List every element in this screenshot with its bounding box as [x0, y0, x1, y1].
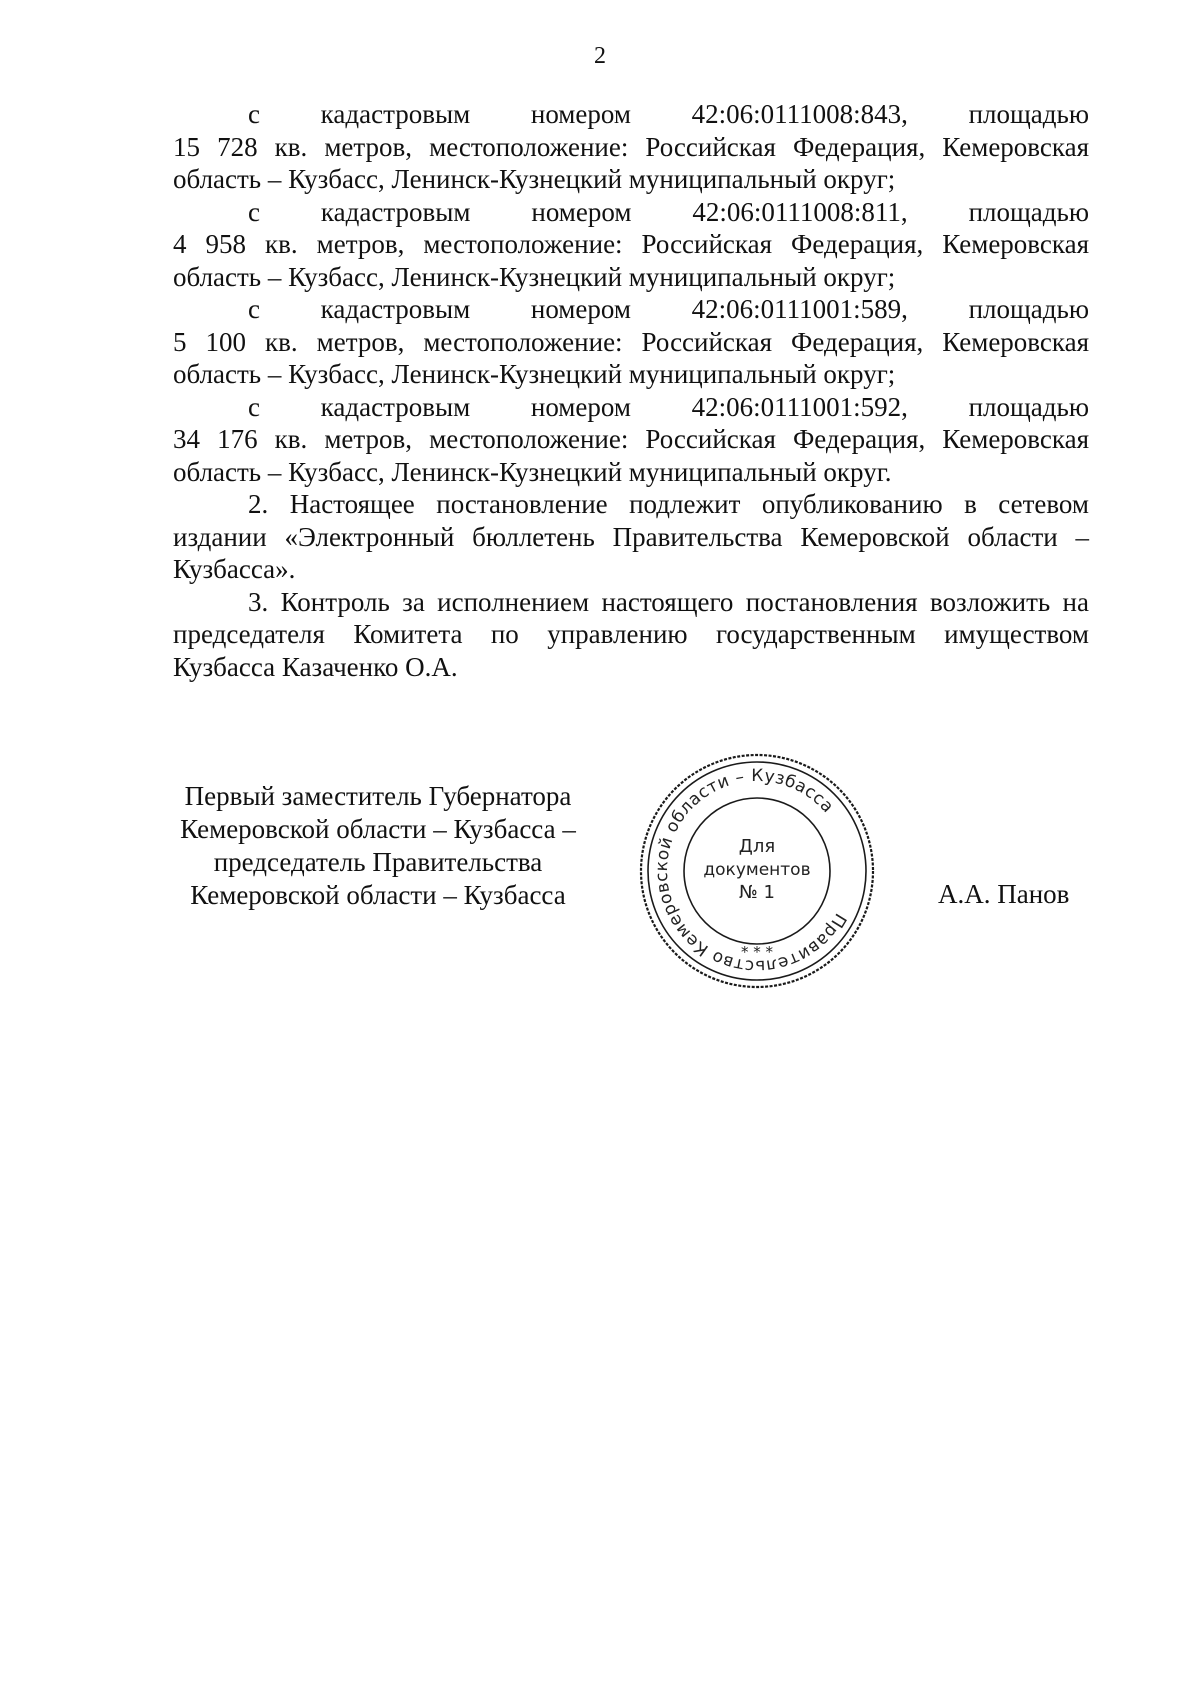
document-body — [173, 98, 1089, 683]
clause-control: 3. Контроль за исполнением настоящего постановления возложить на председателя Комитета по управлению государственным имуществом Кузбасса Казаченко О.А. — [173, 586, 1089, 682]
official-seal — [638, 752, 876, 990]
page-number: 2 — [594, 43, 606, 69]
signer-title-line: Кемеровской области – Кузбасса — [190, 880, 566, 910]
cadastral-item-details: 4 958 кв. метров, местоположение: Российская Федерация, Кемеровская область – Кузбасс, Ленинск-Кузнецкий муниципальный округ; — [173, 229, 1089, 292]
signer-title-line: Первый заместитель Губернатора — [184, 781, 572, 811]
cadastral-item-details: 15 728 кв. метров, местоположение: Российская Федерация, Кемеровская область – Кузбасс, Ленинск-Кузнецкий муниципальный округ; — [173, 131, 1089, 194]
seal-center-line: Для — [738, 836, 776, 857]
signer-title-line: Кемеровской области – Кузбасса – — [180, 814, 576, 844]
cadastral-item-lead: с кадастровым номером 42:06:0111001:592, площадью — [248, 391, 1089, 422]
cadastral-item-4 — [173, 391, 1089, 489]
seal-center-line: документов — [703, 860, 811, 880]
cadastral-item-2 — [173, 196, 1089, 294]
cadastral-item-lead: с кадастровым номером 42:06:0111001:589, площадью — [248, 294, 1089, 324]
clause-publication: 2. Настоящее постановление подлежит опубликованию в сетевом издании «Электронный бюллетень Правительства Кемеровской области – Кузбасса». — [173, 489, 1089, 584]
signer-title — [150, 780, 606, 912]
seal-stars: * * * — [740, 943, 774, 961]
seal-graphic — [638, 752, 876, 990]
cadastral-item-1 — [173, 98, 1089, 196]
signer-title-line: председатель Правительства — [213, 847, 543, 877]
cadastral-item-lead: с кадастровым номером 42:06:0111008:843, площадью — [248, 99, 1089, 129]
cadastral-item-details: 34 176 кв. метров, местоположение: Российская Федерация, Кемеровская область – Кузбасс, Ленинск-Кузнецкий муниципальный округ. — [173, 424, 1089, 487]
seal-ring-text: Правительство Кемеровской области – Кузбасса — [651, 765, 851, 977]
cadastral-item-lead: с кадастровым номером 42:06:0111008:811, площадью — [248, 196, 1089, 227]
seal-center-line: № 1 — [739, 882, 775, 903]
cadastral-item-3 — [173, 293, 1089, 391]
cadastral-item-details: 5 100 кв. метров, местоположение: Российская Федерация, Кемеровская область – Кузбасс, Ленинск-Кузнецкий муниципальный округ; — [173, 326, 1089, 389]
signer-name: А.А. Панов — [938, 879, 1070, 909]
